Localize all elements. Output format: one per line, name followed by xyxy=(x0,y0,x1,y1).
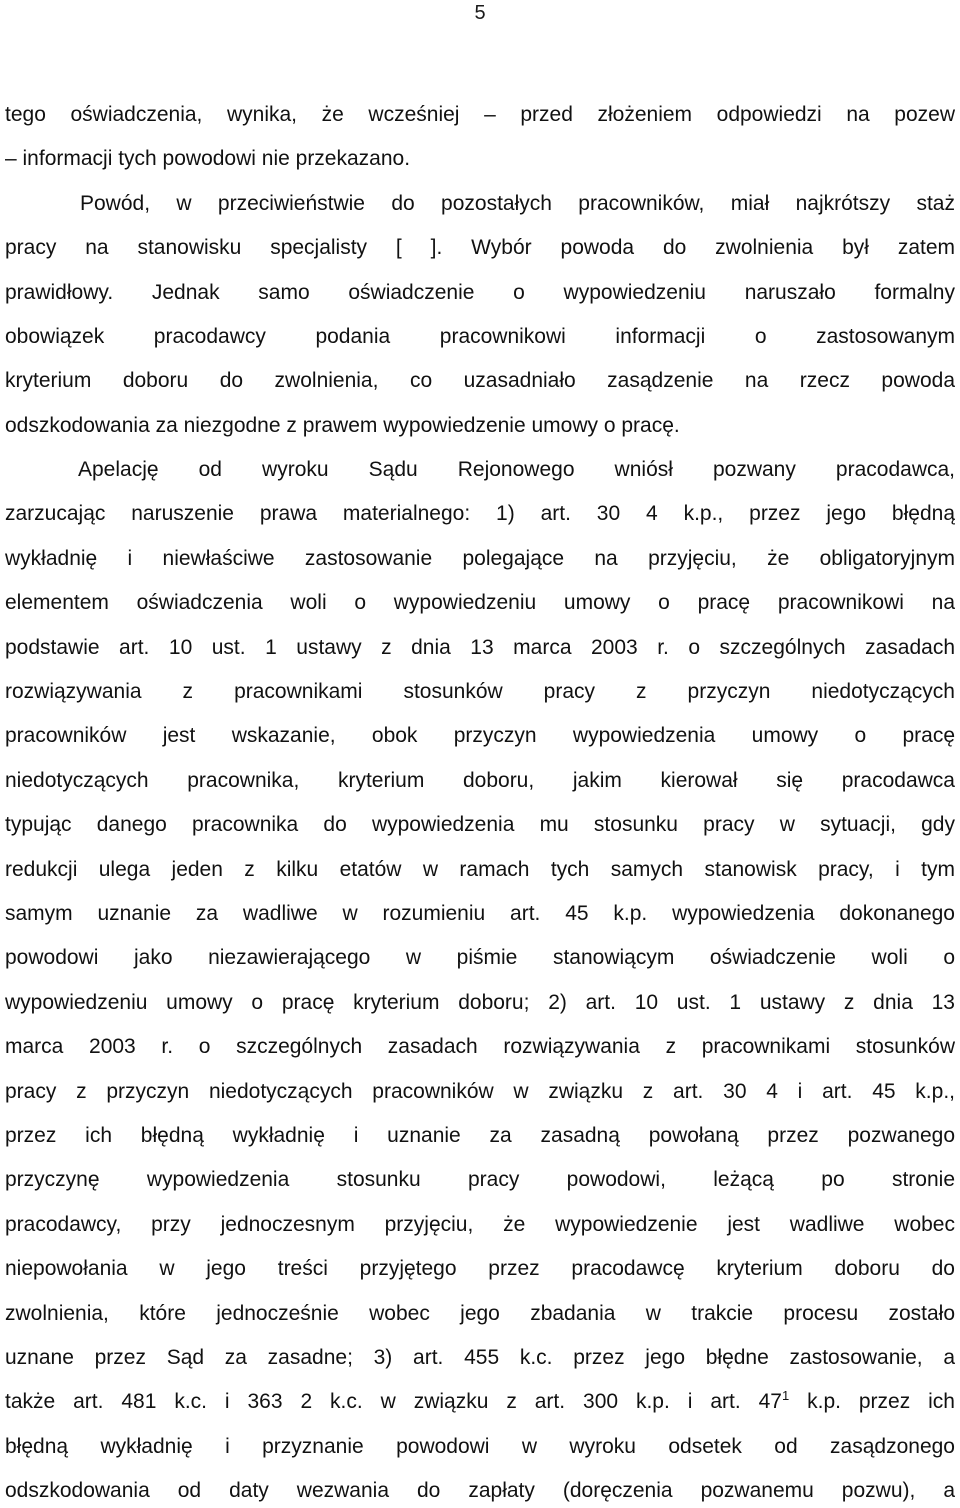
text-line: niepowołania w jego treści przyjętego przez pracodawcę kryterium doboru do xyxy=(5,1257,955,1280)
text-line: typując danego pracownika do wypowiedzenia mu stosunku pracy w sytuacji, gdy xyxy=(5,813,955,836)
text-line: podstawie art. 10 ust. 1 ustawy z dnia 13 marca 2003 r. o szczególnych zasadach xyxy=(5,636,955,659)
text-line: marca 2003 r. o szczególnych zasadach rozwiązywania z pracownikami stosunków xyxy=(5,1035,955,1058)
text-line: zarzucając naruszenie prawa materialnego: 1) art. 30 4 k.p., przez jego błędną xyxy=(5,502,955,525)
text-line: wykładnię i niewłaściwe zastosowanie polegające na przyjęciu, że obligatoryjnym xyxy=(5,547,955,570)
text-line: elementem oświadczenia woli o wypowiedzeniu umowy o pracę pracownikowi na xyxy=(5,591,955,614)
text-line: pracy na stanowisku specjalisty [ ]. Wybór powoda do zwolnienia był zatem xyxy=(5,236,955,259)
text-line xyxy=(5,1386,955,1418)
text-line: odszkodowania za niezgodne z prawem wypowiedzenie umowy o pracę. xyxy=(5,414,680,437)
text-line: – informacji tych powodowi nie przekazano. xyxy=(5,147,411,170)
text-segment: także art. 481 k.c. i 363 2 k.c. w związku z art. 300 k.p. i art. 47 xyxy=(5,1390,782,1413)
text-line: błędną wykładnię i przyznanie powodowi w wyroku odsetek od zasądzonego xyxy=(5,1435,955,1458)
text-line: odszkodowania od daty wezwania do zapłaty (doręczenia pozwanemu pozwu), a xyxy=(5,1479,955,1502)
text-line: obowiązek pracodawcy podania pracownikowi informacji o zastosowanym xyxy=(5,325,955,348)
text-line: Apelację od wyroku Sądu Rejonowego wniósł pozwany pracodawca, xyxy=(78,458,955,481)
text-line: pracodawcy, przy jednoczesnym przyjęciu, że wypowiedzenie jest wadliwe wobec xyxy=(5,1213,955,1236)
text-line: samym uznanie za wadliwe w rozumieniu art. 45 k.p. wypowiedzenia dokonanego xyxy=(5,902,955,925)
text-line: Powód, w przeciwieństwie do pozostałych pracowników, miał najkrótszy staż xyxy=(80,192,955,215)
text-line: rozwiązywania z pracownikami stosunków pracy z przyczyn niedotyczących xyxy=(5,680,955,703)
page-number: 5 xyxy=(474,2,486,24)
text-line: uznane przez Sąd za zasadne; 3) art. 455 k.c. przez jego błędne zastosowanie, a xyxy=(5,1346,955,1369)
text-segment: k.p. przez ich xyxy=(789,1390,955,1413)
text-line: powodowi jako niezawierającego w piśmie stanowiącym oświadczenie woli o xyxy=(5,946,955,969)
text-line: prawidłowy. Jednak samo oświadczenie o wypowiedzeniu naruszało formalny xyxy=(5,281,955,304)
text-line: kryterium doboru do zwolnienia, co uzasadniało zasądzenie na rzecz powoda xyxy=(5,369,955,392)
text-line: wypowiedzeniu umowy o pracę kryterium doboru; 2) art. 10 ust. 1 ustawy z dnia 13 xyxy=(5,991,955,1014)
text-line: przez ich błędną wykładnię i uznanie za zasadną powołaną przez pozwanego xyxy=(5,1124,955,1147)
text-line: pracowników jest wskazanie, obok przyczyn wypowiedzenia umowy o pracę xyxy=(5,724,955,747)
text-line: pracy z przyczyn niedotyczących pracowników w związku z art. 30 4 i art. 45 k.p., xyxy=(5,1080,955,1103)
text-line: niedotyczących pracownika, kryterium doboru, jakim kierował się pracodawca xyxy=(5,769,955,792)
text-line: tego oświadczenia, wynika, że wcześniej – przed złożeniem odpowiedzi na pozew xyxy=(5,103,955,126)
footnote-superscript: 1 xyxy=(781,1388,790,1403)
text-line: zwolnienia, które jednocześnie wobec jego zbadania w trakcie procesu zostało xyxy=(5,1302,955,1325)
text-line: redukcji ulega jeden z kilku etatów w ramach tych samych stanowisk pracy, i tym xyxy=(5,858,955,881)
text-line: przyczynę wypowiedzenia stosunku pracy powodowi, leżącą po stronie xyxy=(5,1168,955,1191)
